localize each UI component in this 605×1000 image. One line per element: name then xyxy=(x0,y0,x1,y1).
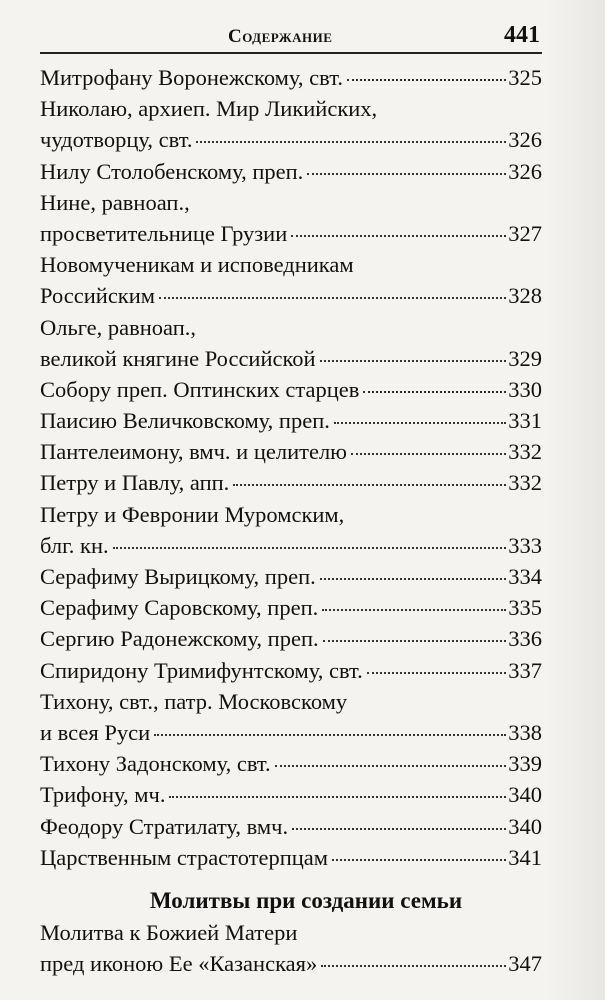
entry-text: Тихону Задонскому, свт. xyxy=(40,751,271,777)
entry-text: Петру и Павлу, апп. xyxy=(40,470,230,496)
entry-page-number: 335 xyxy=(508,595,542,621)
entry-text: Митрофану Воронежскому, свт. xyxy=(40,65,343,90)
entry-text: Петру и Февронии Муромским, xyxy=(40,501,345,527)
entry-page-number: 340 xyxy=(508,782,542,808)
toc-line xyxy=(40,62,542,93)
toc-entry xyxy=(40,436,542,467)
dot-leader xyxy=(320,578,507,580)
toc-line xyxy=(40,779,542,810)
toc-line xyxy=(40,948,542,979)
dot-leader xyxy=(347,79,506,81)
entry-text: Нилу Столобенскому, преп. xyxy=(40,158,304,184)
entry-text: Сергию Радонежскому, преп. xyxy=(40,626,319,652)
dot-leader xyxy=(169,796,506,798)
toc-line xyxy=(40,917,542,948)
toc-line xyxy=(40,717,542,748)
entry-page-number: 336 xyxy=(508,626,542,652)
entry-page-number: 330 xyxy=(508,376,542,402)
entry-page-number: 339 xyxy=(508,751,542,777)
entry-page-number: 325 xyxy=(508,65,542,90)
header-page-number: 441 xyxy=(504,22,540,48)
toc-entry xyxy=(40,655,542,686)
toc-line xyxy=(40,436,542,467)
entry-page-number: 347 xyxy=(508,951,542,977)
dot-leader xyxy=(323,640,507,642)
entry-text: Царственным страстотерпцам xyxy=(40,844,329,870)
toc-line xyxy=(40,842,542,873)
entry-text: Ольге, равноап., xyxy=(40,314,197,340)
entry-text: блг. кн. xyxy=(40,532,109,558)
toc-entry xyxy=(40,187,542,249)
entry-text: великой княгине Российской xyxy=(40,345,316,371)
entry-page-number: 337 xyxy=(508,657,542,683)
toc-entry xyxy=(40,623,542,654)
toc-line xyxy=(40,156,542,187)
toc-line xyxy=(40,748,542,779)
dot-leader xyxy=(291,235,506,237)
entry-page-number: 327 xyxy=(508,220,542,246)
dot-leader xyxy=(307,173,506,175)
entry-text: просветительнице Грузии xyxy=(40,220,288,246)
toc-line xyxy=(40,686,542,717)
entry-text: Российским xyxy=(40,283,156,309)
toc-entry xyxy=(40,312,542,374)
toc-line xyxy=(40,124,542,155)
dot-leader xyxy=(154,734,506,736)
dot-leader xyxy=(275,765,507,767)
entry-page-number: 326 xyxy=(508,158,542,184)
toc-line xyxy=(40,811,542,842)
entry-page-number: 340 xyxy=(508,813,542,839)
toc-line xyxy=(40,93,542,124)
entry-text: Николаю, архиеп. Мир Ликийских, xyxy=(40,96,378,122)
dot-leader xyxy=(332,859,506,861)
dot-leader xyxy=(292,828,506,830)
entry-text: и всея Руси xyxy=(40,719,151,745)
entry-text: Тихону, свт., патр. Московскому xyxy=(40,688,348,714)
toc-entry xyxy=(40,686,542,748)
entry-text: Серафиму Саровскому, преп. xyxy=(40,595,319,621)
toc-line xyxy=(40,187,542,218)
header-title: Содержание xyxy=(228,26,333,47)
running-header xyxy=(40,22,542,54)
toc-entry xyxy=(40,499,542,561)
entry-page-number: 326 xyxy=(508,127,542,153)
entry-text: Паисию Величковскому, преп. xyxy=(40,408,330,434)
entry-page-number: 331 xyxy=(508,408,542,434)
toc-line xyxy=(40,343,542,374)
toc-entry xyxy=(40,405,542,436)
toc-entry xyxy=(40,62,542,93)
entry-page-number: 329 xyxy=(508,345,542,371)
toc-line xyxy=(40,655,542,686)
entry-text: Трифону, мч. xyxy=(40,782,166,808)
entry-text: Молитва к Божией Матери xyxy=(40,919,298,945)
entry-page-number: 334 xyxy=(508,564,542,589)
dot-leader xyxy=(363,391,506,393)
toc-line xyxy=(40,623,542,654)
entry-text: Серафиму Вырицкому, преп. xyxy=(40,564,316,589)
toc-entry xyxy=(40,249,542,311)
toc-line xyxy=(40,280,542,311)
toc-entry xyxy=(40,917,542,979)
entry-page-number: 338 xyxy=(508,719,542,745)
page-edge-shadow xyxy=(545,0,605,1000)
toc-entry xyxy=(40,467,542,498)
toc-entry xyxy=(40,592,542,623)
entry-text: Собору преп. Оптинских старцев xyxy=(40,376,360,402)
dot-leader xyxy=(320,360,507,362)
toc-entry xyxy=(40,561,542,592)
toc-line xyxy=(40,530,542,561)
entry-text: Новомученикам и исповедникам xyxy=(40,252,354,278)
dot-leader xyxy=(113,547,507,549)
toc-line xyxy=(40,374,542,405)
toc-line xyxy=(40,312,542,343)
toc-line xyxy=(40,592,542,623)
entry-page-number: 328 xyxy=(508,283,542,309)
table-of-contents xyxy=(40,62,542,979)
toc-line xyxy=(40,218,542,249)
entry-text: Пантелеимону, вмч. и целителю xyxy=(40,439,347,465)
dot-leader xyxy=(159,297,506,299)
dot-leader xyxy=(321,965,506,967)
toc-entry xyxy=(40,156,542,187)
dot-leader xyxy=(196,141,506,143)
toc-entry xyxy=(40,748,542,779)
entry-text: Нине, равноап., xyxy=(40,189,190,215)
dot-leader xyxy=(334,422,506,424)
dot-leader xyxy=(322,609,506,611)
toc-entry xyxy=(40,93,542,155)
entry-text: Спиридону Тримифунтскому, свт. xyxy=(40,657,363,683)
toc-line xyxy=(40,249,542,280)
entry-text: Феодору Стратилату, вмч. xyxy=(40,813,289,839)
entry-page-number: 333 xyxy=(508,532,542,558)
entry-page-number: 332 xyxy=(508,470,542,496)
toc-line xyxy=(40,561,542,592)
toc-line xyxy=(40,499,542,530)
dot-leader xyxy=(351,453,506,455)
entry-text: пред иконою Ее «Казанская» xyxy=(40,951,318,977)
section-heading: Молитвы при создании семьи xyxy=(149,887,463,913)
toc-entry xyxy=(40,811,542,842)
entry-page-number: 341 xyxy=(508,844,542,870)
toc-entry xyxy=(40,374,542,405)
toc-line xyxy=(40,467,542,498)
dot-leader xyxy=(367,672,506,674)
entry-page-number: 332 xyxy=(508,439,542,465)
toc-entry xyxy=(40,842,542,873)
entry-text: чудотворцу, свт. xyxy=(40,127,193,153)
dot-leader xyxy=(233,484,506,486)
toc-line xyxy=(40,405,542,436)
toc-entry xyxy=(40,779,542,810)
